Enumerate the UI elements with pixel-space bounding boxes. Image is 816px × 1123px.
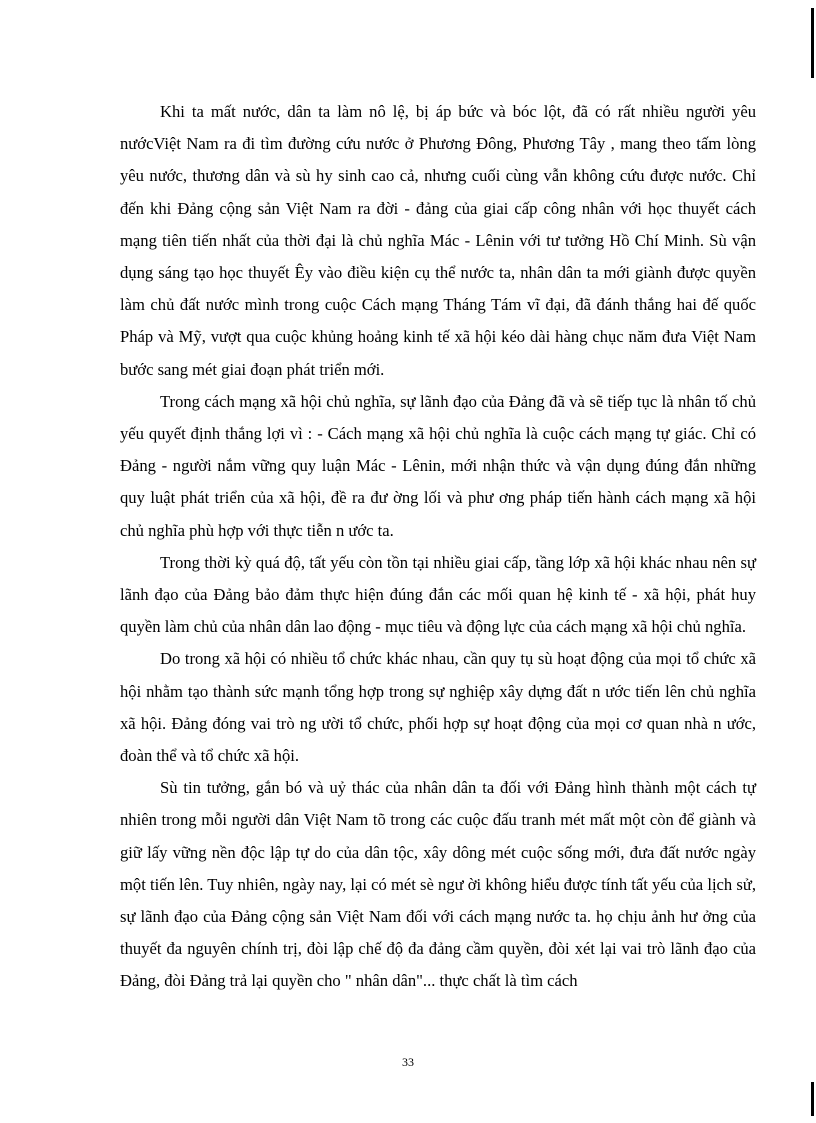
page-edge-mark-top [811,8,814,78]
page-edge-mark-bottom [811,1082,814,1116]
paragraph-5: Sù tin tưởng, gắn bó và uỷ thác của nhân dân ta đối với Đảng hình thành một cách tự nhiên trong mỗi người dân Việt Nam tõ trong các cuộc đấu tranh mét mất một còn để giành và giữ lấy vững nền độc lập tự do của dân tộc, xây dông mét cuộc sống mới, đưa đất nước ngày một tiến lên. Tuy nhiên, ngày nay, lại có mét sè ngư ời không hiểu được tính tất yếu của lịch sử, sự lãnh đạo của Đảng cộng sản Việt Nam đối với cách mạng nước ta. họ chịu ảnh hư ởng của thuyết đa nguyên chính trị, đòi lập chế độ đa đảng cầm quyền, đòi xét lại vai trò lãnh đạo của Đảng, đòi Đảng trả lại quyền cho " nhân dân"... thực chất là tìm cách [120,778,756,991]
document-body [120,96,756,998]
paragraph-4: Do trong xã hội có nhiều tổ chức khác nhau, cần quy tụ sù hoạt động của mọi tổ chức xã hội nhằm tạo thành sức mạnh tổng hợp trong sự nghiệp xây dựng đất n ước tiến lên chủ nghĩa xã hội. Đảng đóng vai trò ng ười tổ chức, phối hợp sự hoạt động của mọi cơ quan nhà n ước, đoàn thể và tổ chức xã hội. [120,649,756,766]
page-number: 33 [402,1055,414,1069]
paragraph-1: Khi ta mất nước, dân ta làm nô lệ, bị áp bức và bóc lột, đã có rất nhiều người yêu nướcViệt Nam ra đi tìm đường cứu nước ở Phương Đông, Phương Tây , mang theo tấm lòng yêu nước, thương dân và sù hy sinh cao cả, nhưng cuối cùng vẫn không cứu được nước. Chỉ đến khi Đảng cộng sản Việt Nam ra đời - đảng của giai cấp công nhân với học thuyết cách mạng tiên tiến nhất của thời đại là chủ nghĩa Mác - Lênin với tư tưởng Hồ Chí Minh. Sù vận dụng sáng tạo học thuyết Êy vào điều kiện cụ thể nước ta, nhân dân ta mới giành được quyền làm chủ đất nước mình trong cuộc Cách mạng Tháng Tám vĩ đại, đã đánh thắng hai đế quốc Pháp và Mỹ, vượt qua cuộc khủng hoảng kinh tế xã hội kéo dài hàng chục năm đưa Việt Nam bước sang mét giai đoạn phát triển mới. [120,102,756,379]
paragraph-2: Trong cách mạng xã hội chủ nghĩa, sự lãnh đạo của Đảng đã và sẽ tiếp tục là nhân tố chủ yếu quyết định thắng lợi vì : - Cách mạng xã hội chủ nghĩa là cuộc cách mạng tự giác. Chỉ có Đảng - người nắm vững quy luận Mác - Lênin, mới nhận thức và vận dụng đúng đắn những quy luật phát triển của xã hội, đề ra đư ờng lối và phư ơng pháp tiến hành cách mạng xã hội chủ nghĩa phù hợp với thực tiễn n ước ta. [120,391,756,540]
paragraph-3: Trong thời kỳ quá độ, tất yếu còn tồn tại nhiều giai cấp, tầng lớp xã hội khác nhau nên sự lãnh đạo của Đảng bảo đảm thực hiện đúng đắn các mối quan hệ kinh tế - xã hội, phát huy quyền làm chủ của nhân dân lao động - mục tiêu và động lực của cách mạng xã hội chủ nghĩa. [120,552,756,637]
